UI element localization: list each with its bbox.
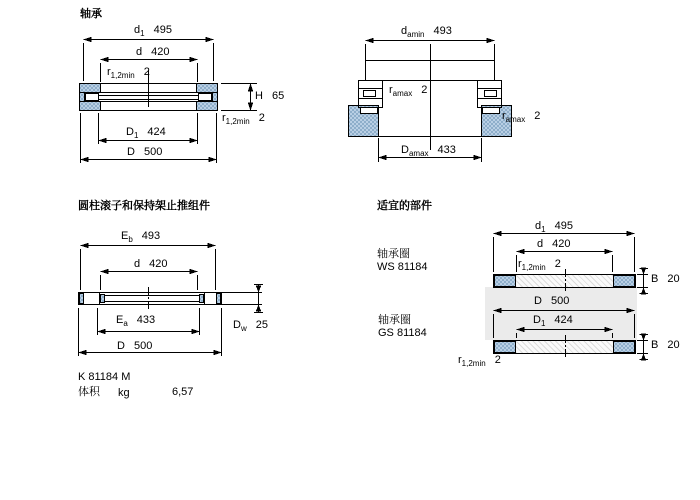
mass-label: 体积 [78,386,100,398]
dim-label-ramax-side: $r_{amax}$ 2 [502,110,541,125]
dim-label-B-ws: B 20 [651,273,680,285]
dim-label-Damax: $D_{amax}$ 433 [401,144,456,159]
dim-label-comp-d: d 420 [537,238,571,250]
components-section-title: 适宜的部件 [377,200,432,212]
assembly-designation: K 81184 M [78,371,131,383]
dim-label-d: d 420 [136,46,170,58]
dim-label-damin: $d_{amin}$ 493 [401,25,452,40]
dim-label-r12-gs: $r_{1,2min}$ 2 [458,354,501,369]
mass-unit: kg [118,387,130,399]
gs-washer-designation: GS 81184 [378,327,427,339]
dim-label-D: D 500 [127,146,163,158]
dim-label-Ea: $E_a$ 433 [116,314,156,329]
dim-label-Eb: $E_b$ 493 [121,230,161,245]
assembly-section-title: 圆柱滚子和保持架止推组件 [78,200,210,212]
gs-washer-kind: 轴承圈 [378,314,411,326]
dim-label-comp-d1: $d_1$ 495 [535,220,573,235]
dim-label-B-gs: B 20 [651,339,680,351]
dim-label-comp-D1: $D_1$ 424 [533,314,573,329]
dim-label-H: H 65 [255,90,285,102]
ws-washer-designation: WS 81184 [377,261,428,273]
dim-label-D1: $D_1$ 424 [126,126,166,141]
roller-cage-assembly-drawing [79,243,264,356]
dim-label-Dw: $D_w$ 25 [233,319,268,334]
dim-label-comp-D: D 500 [534,295,570,307]
assembly-dim-arrows [79,243,262,356]
mass-value: 6,57 [172,386,194,398]
dim-label-assembly-d: d 420 [134,258,168,270]
dim-label-r12-top: $r_{1,2min}$ 2 [107,66,150,81]
dim-label-ramax-center: $r_{amax}$ 2 [389,84,428,99]
dim-label-r12-ws: $r_{1,2min}$ 2 [518,258,561,273]
ws-washer-kind: 轴承圈 [377,248,410,260]
dim-label-r12-side: $r_{1,2min}$ 2 [222,112,265,127]
bearing-section-title: 轴承 [80,8,102,20]
dim-label-d1: $d_1$ 495 [134,24,172,39]
dim-label-assembly-D: D 500 [117,340,153,352]
suitable-components-drawing [494,231,649,361]
